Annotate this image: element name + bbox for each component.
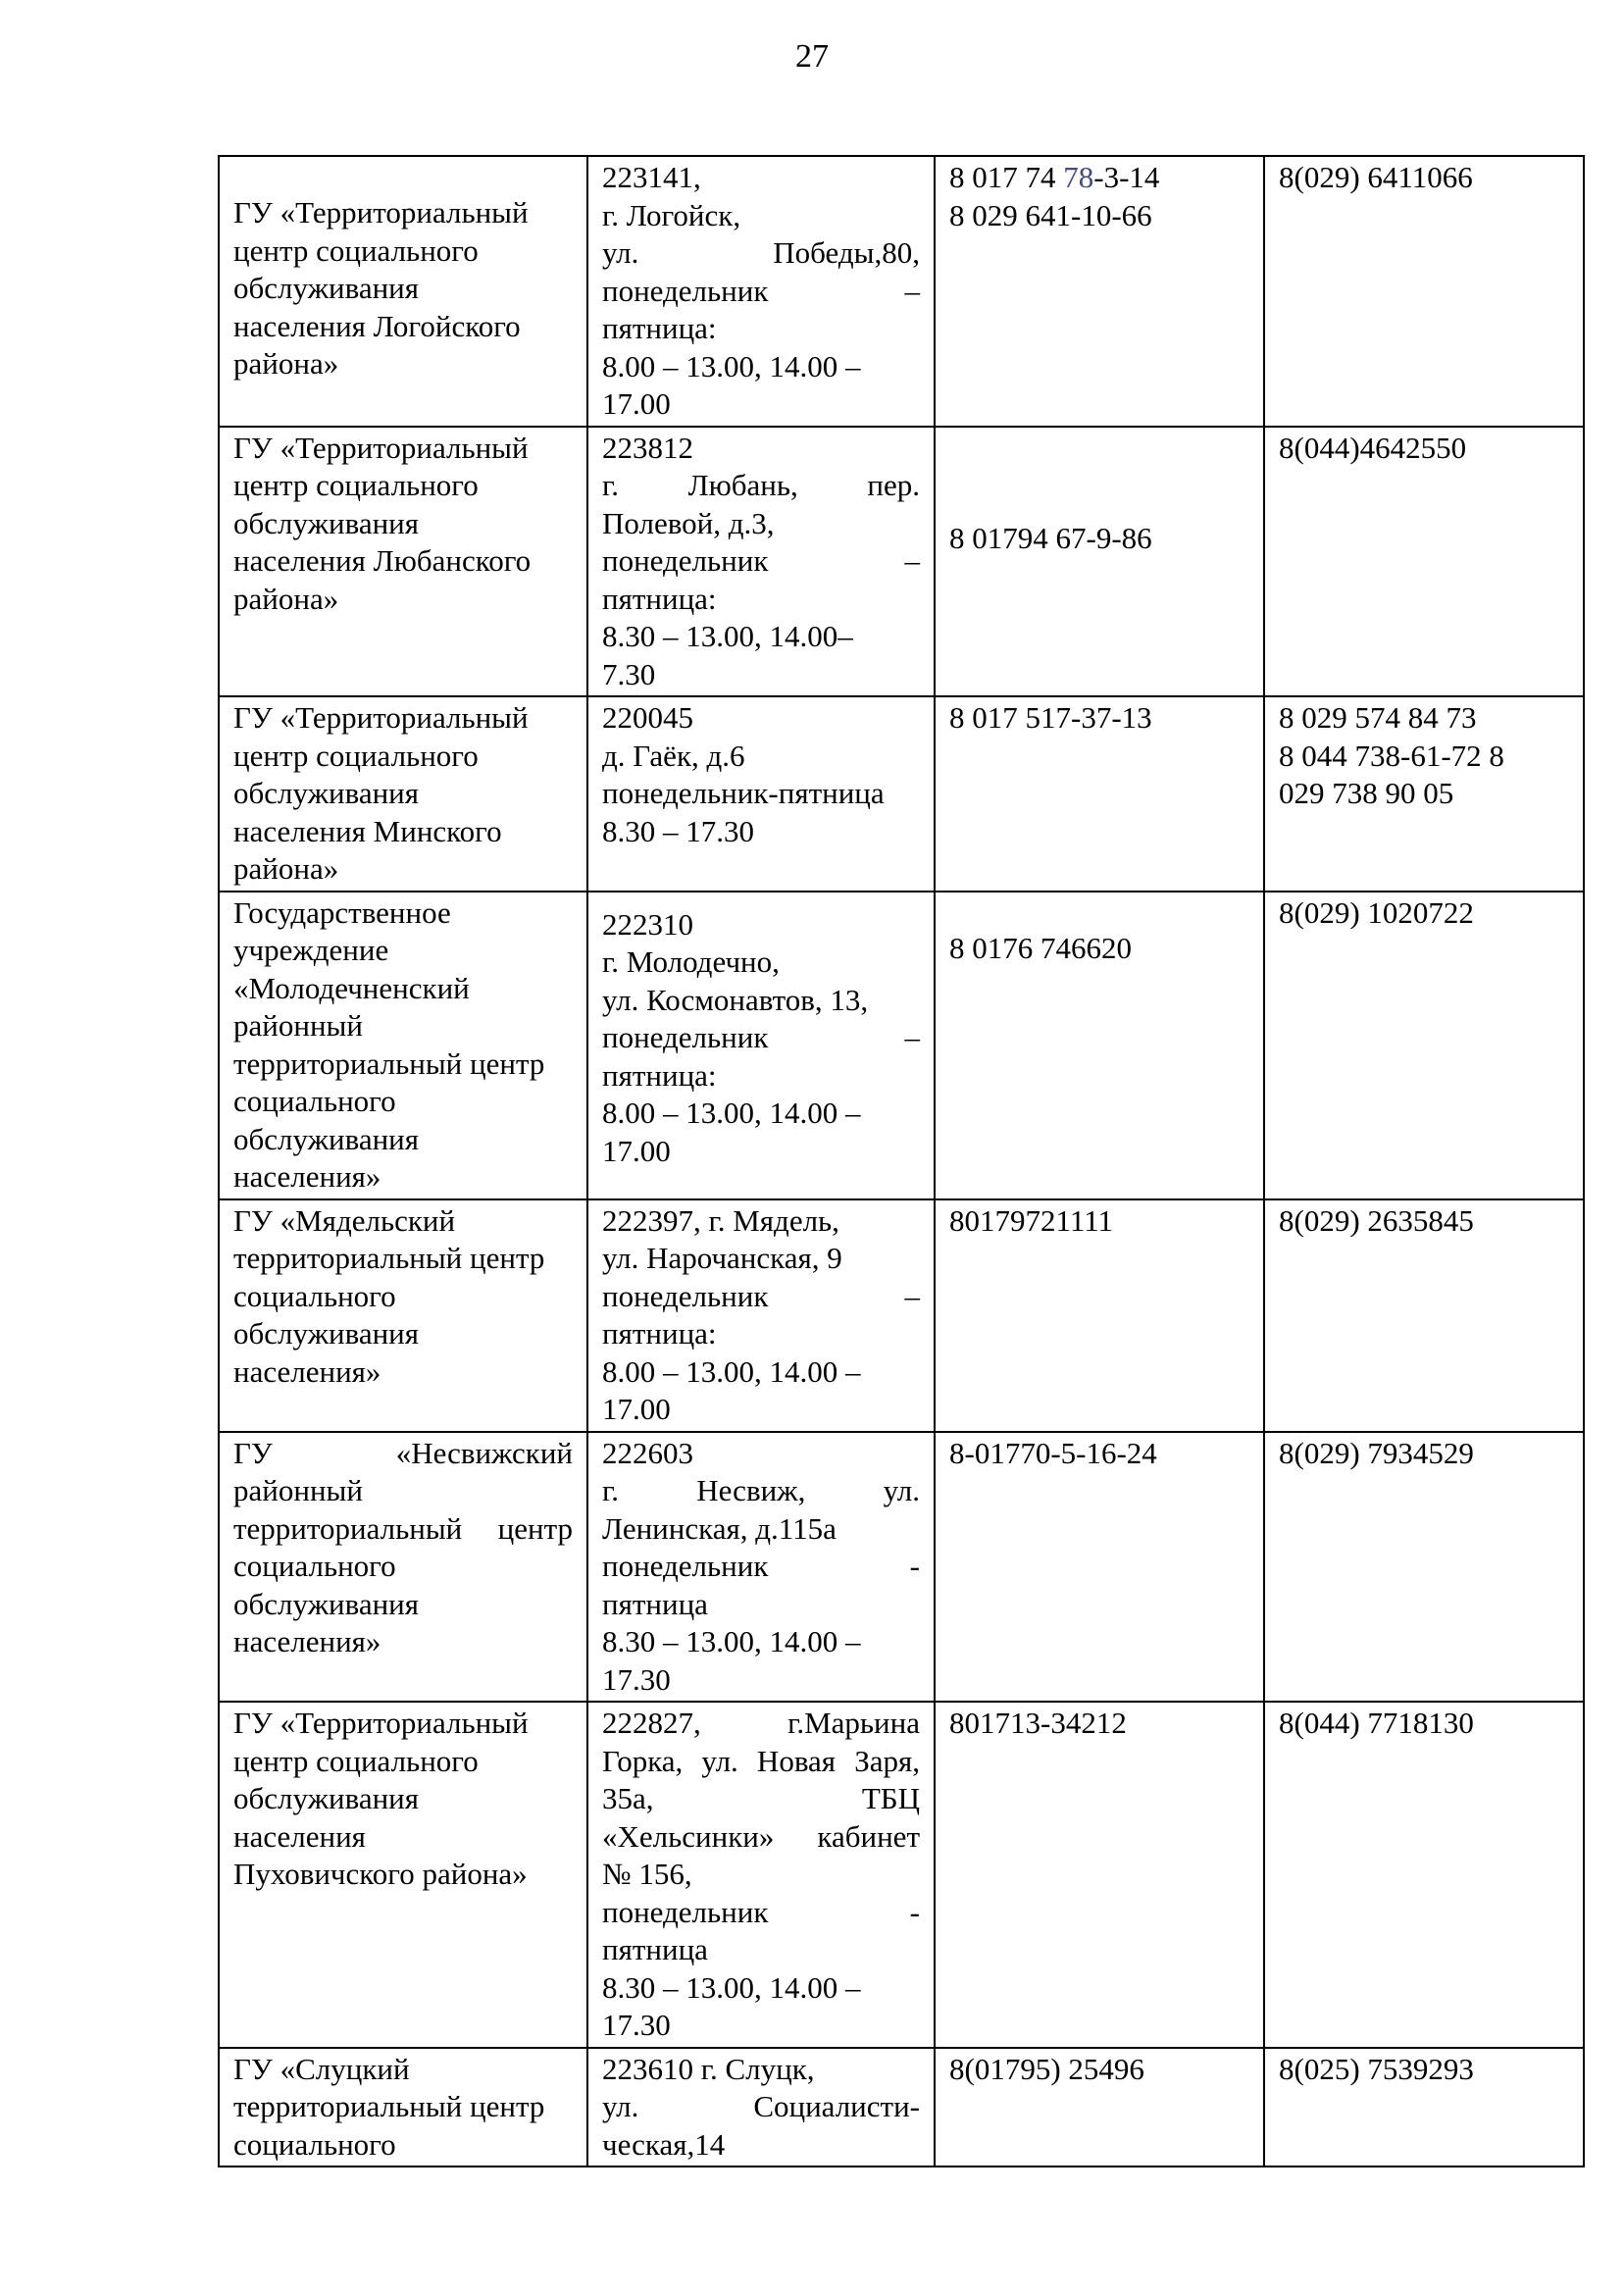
text-line: 222603 (602, 1435, 693, 1470)
text-line: территориальный центр (233, 1045, 545, 1081)
phone-number: 029 738 90 05 (1279, 776, 1454, 810)
text-line: Государственное (233, 894, 451, 930)
text-line: пятница: (602, 311, 717, 345)
text-line: обслуживания (233, 1586, 420, 1621)
landline-phone (935, 696, 1264, 892)
institution-name (219, 1432, 587, 1703)
text-line: 17.30 (602, 1661, 671, 1697)
text-line: Горка, ул. Новая Заря, (602, 1743, 920, 1778)
institution-name (219, 156, 587, 427)
text-line: ГУ «Территориальный (233, 195, 529, 229)
text-line: 8.00 – 13.00, 14.00 – (602, 348, 861, 383)
phone-number: 8 0176 746620 (949, 930, 1132, 965)
text-line: ул. Космонавтов, 13, (602, 982, 869, 1017)
text-line: населения Минского (233, 813, 502, 848)
table-row (219, 1432, 1584, 1703)
text-line: района» (233, 346, 339, 381)
mobile-phone (1264, 1199, 1584, 1432)
text-line: населения» (233, 1624, 381, 1658)
landline-phone (935, 1432, 1264, 1703)
text-line: района» (233, 851, 339, 886)
mobile-phone (1264, 2048, 1584, 2167)
text-line: г. Несвиж, ул. (602, 1473, 920, 1507)
text-line: ческая,14 (602, 2126, 726, 2162)
text-line: социального (233, 1278, 396, 1313)
address-hours (587, 892, 935, 1199)
phone-number: 8(029) 2635845 (1279, 1202, 1474, 1238)
text-line: ГУ «Мядельский (233, 1202, 456, 1238)
text-line: населения (233, 1818, 366, 1854)
phone-number: 8(044) 7718130 (1279, 1706, 1474, 1740)
text-line: 223812 (602, 430, 693, 465)
text-line: понедельник-пятница (602, 776, 885, 810)
phone-number: 8(029) 6411066 (1279, 160, 1473, 194)
text-line: 17.00 (602, 1133, 671, 1168)
text-line: территориальный центр (233, 1241, 545, 1275)
text-line: д. Гаёк, д.6 (602, 738, 745, 773)
mobile-phone (1264, 892, 1584, 1199)
address-hours (587, 427, 935, 697)
text-line: пятница: (602, 1316, 717, 1351)
text-line: понедельник - (602, 1549, 920, 1583)
text-line: центр социального (233, 468, 479, 502)
text-line: 8.00 – 13.00, 14.00 – (602, 1096, 861, 1130)
text-line: 222397, г. Мядель, (602, 1202, 839, 1238)
landline-phone (935, 156, 1264, 427)
text-line: 17.30 (602, 2008, 671, 2042)
text-line: ГУ «Территориальный (233, 1706, 529, 1740)
phone-number: 8(029) 1020722 (1279, 894, 1474, 930)
text-line: ГУ «Слуцкий (233, 2051, 410, 2086)
institution-name (219, 1199, 587, 1432)
mobile-phone (1264, 427, 1584, 697)
text-line: территориальный центр (233, 1510, 573, 1546)
table-row (219, 696, 1584, 892)
text-line: понедельник – (602, 273, 920, 308)
text-line: центр социального (233, 738, 479, 773)
address-hours (587, 156, 935, 427)
text-line: населения Любанского (233, 543, 532, 578)
text-line: районный (233, 1008, 363, 1043)
text-line: учреждение (233, 933, 389, 967)
text-line: обслуживания (233, 1316, 420, 1351)
text-line: ул. Нарочанская, 9 (602, 1241, 842, 1275)
text-line: Ленинская, д.115а (602, 1510, 837, 1546)
table-row (219, 427, 1584, 697)
text-line: района» (233, 581, 339, 616)
text-line: понедельник – (602, 1020, 920, 1054)
text-line: социального (233, 1549, 396, 1583)
text-line: № 156, (602, 1857, 692, 1891)
text-line: 222827, г.Марьина (602, 1706, 920, 1740)
text-line: 220045 (602, 700, 693, 735)
institution-name (219, 892, 587, 1199)
text-line: 8.00 – 13.00, 14.00 – (602, 1353, 861, 1389)
phone-number: 8 017 517-37-13 (949, 700, 1152, 735)
text-line: 8.30 – 13.00, 14.00 – (602, 1969, 861, 2005)
text-line: 223610 г. Слуцк, (602, 2051, 815, 2086)
text-line: 222310 (602, 906, 693, 942)
institution-name (219, 696, 587, 892)
text-line: понедельник – (602, 543, 920, 578)
mobile-phone (1264, 156, 1584, 427)
landline-phone (935, 2048, 1264, 2167)
text-line: пятница (602, 1932, 708, 1966)
mobile-phone (1264, 1702, 1584, 2048)
text-line: социального (233, 2126, 396, 2162)
text-line: пятница: (602, 1057, 717, 1093)
text-line: «Молодечненский (233, 970, 470, 1005)
text-line: ГУ «Территориальный (233, 700, 529, 735)
text-line: г. Логойск, (602, 197, 741, 232)
mobile-phone (1264, 696, 1584, 892)
text-line: ГУ «Территориальный (233, 430, 529, 465)
text-line: 35а, ТБЦ (602, 1781, 920, 1815)
table-row (219, 1702, 1584, 2048)
text-line: обслуживания (233, 1121, 420, 1156)
landline-phone (935, 427, 1264, 697)
phone-number: 8 01794 67-9-86 (949, 520, 1152, 555)
phone-number: 8(029) 7934529 (1279, 1435, 1474, 1470)
text-line: 8.30 – 13.00, 14.00 – (602, 1624, 861, 1658)
text-line: обслуживания (233, 776, 420, 810)
address-hours (587, 1702, 935, 2048)
page-number: 27 (795, 38, 829, 75)
text-line: понедельник – (602, 1278, 920, 1313)
text-line: центр социального (233, 1743, 479, 1778)
phone-number: 8(01795) 25496 (949, 2051, 1144, 2086)
text-line: 17.00 (602, 1392, 671, 1426)
phone-number: 80179721111 (949, 1202, 1114, 1238)
text-line: понедельник - (602, 1894, 920, 1929)
text-line: населения» (233, 1353, 381, 1389)
institution-name (219, 2048, 587, 2167)
text-line: Полевой, д.3, (602, 505, 775, 540)
text-line: населения» (233, 1159, 381, 1194)
text-line: населения Логойского (233, 308, 521, 343)
text-line: обслуживания (233, 505, 420, 540)
phone-number: 801713-34212 (949, 1706, 1127, 1740)
text-line: обслуживания (233, 271, 420, 305)
address-hours (587, 1199, 935, 1432)
table-row (219, 156, 1584, 427)
text-line: пятница: (602, 581, 717, 616)
text-line: «Хельсинки» кабинет (602, 1818, 920, 1854)
landline-phone (935, 1702, 1264, 2048)
table-row (219, 1199, 1584, 1432)
text-line: территориальный центр (233, 2089, 545, 2123)
phone-number: 8(044)4642550 (1279, 430, 1467, 465)
phone-number: 8 017 74 78-3-14 (949, 160, 1160, 194)
text-line: г. Любань, пер. (602, 468, 920, 502)
mobile-phone (1264, 1432, 1584, 1703)
landline-phone (935, 1199, 1264, 1432)
text-line: районный (233, 1473, 363, 1507)
text-line: обслуживания (233, 1781, 420, 1815)
institution-name (219, 427, 587, 697)
social-centers-table (218, 155, 1585, 2167)
phone-number: 8 029 641-10-66 (949, 197, 1152, 232)
phone-number: 8 044 738-61-72 8 (1279, 738, 1504, 773)
institution-name (219, 1702, 587, 2048)
text-line: 8.30 – 13.00, 14.00– (602, 619, 853, 653)
phone-number: 8-01770-5-16-24 (949, 1435, 1157, 1470)
address-hours (587, 1432, 935, 1703)
text-line: ул. Социалисти- (602, 2089, 920, 2123)
address-hours (587, 2048, 935, 2167)
text-line: пятница (602, 1586, 708, 1621)
table-row (219, 2048, 1584, 2167)
text-line: ГУ «Несвижский (233, 1435, 573, 1470)
text-line: Пуховичского района» (233, 1857, 528, 1891)
text-line: социального (233, 1084, 396, 1118)
text-line: ул. Победы,80, (602, 235, 920, 270)
text-line: г. Молодечно, (602, 944, 780, 979)
table-row (219, 892, 1584, 1199)
address-hours (587, 696, 935, 892)
text-line: 17.00 (602, 386, 671, 421)
text-line: 7.30 (602, 656, 656, 691)
phone-number: 8 029 574 84 73 (1279, 700, 1477, 735)
text-line: центр социального (233, 232, 479, 268)
text-line: 223141, (602, 160, 701, 194)
text-line: 8.30 – 17.30 (602, 813, 754, 848)
landline-phone (935, 892, 1264, 1199)
phone-number: 8(025) 7539293 (1279, 2051, 1474, 2086)
